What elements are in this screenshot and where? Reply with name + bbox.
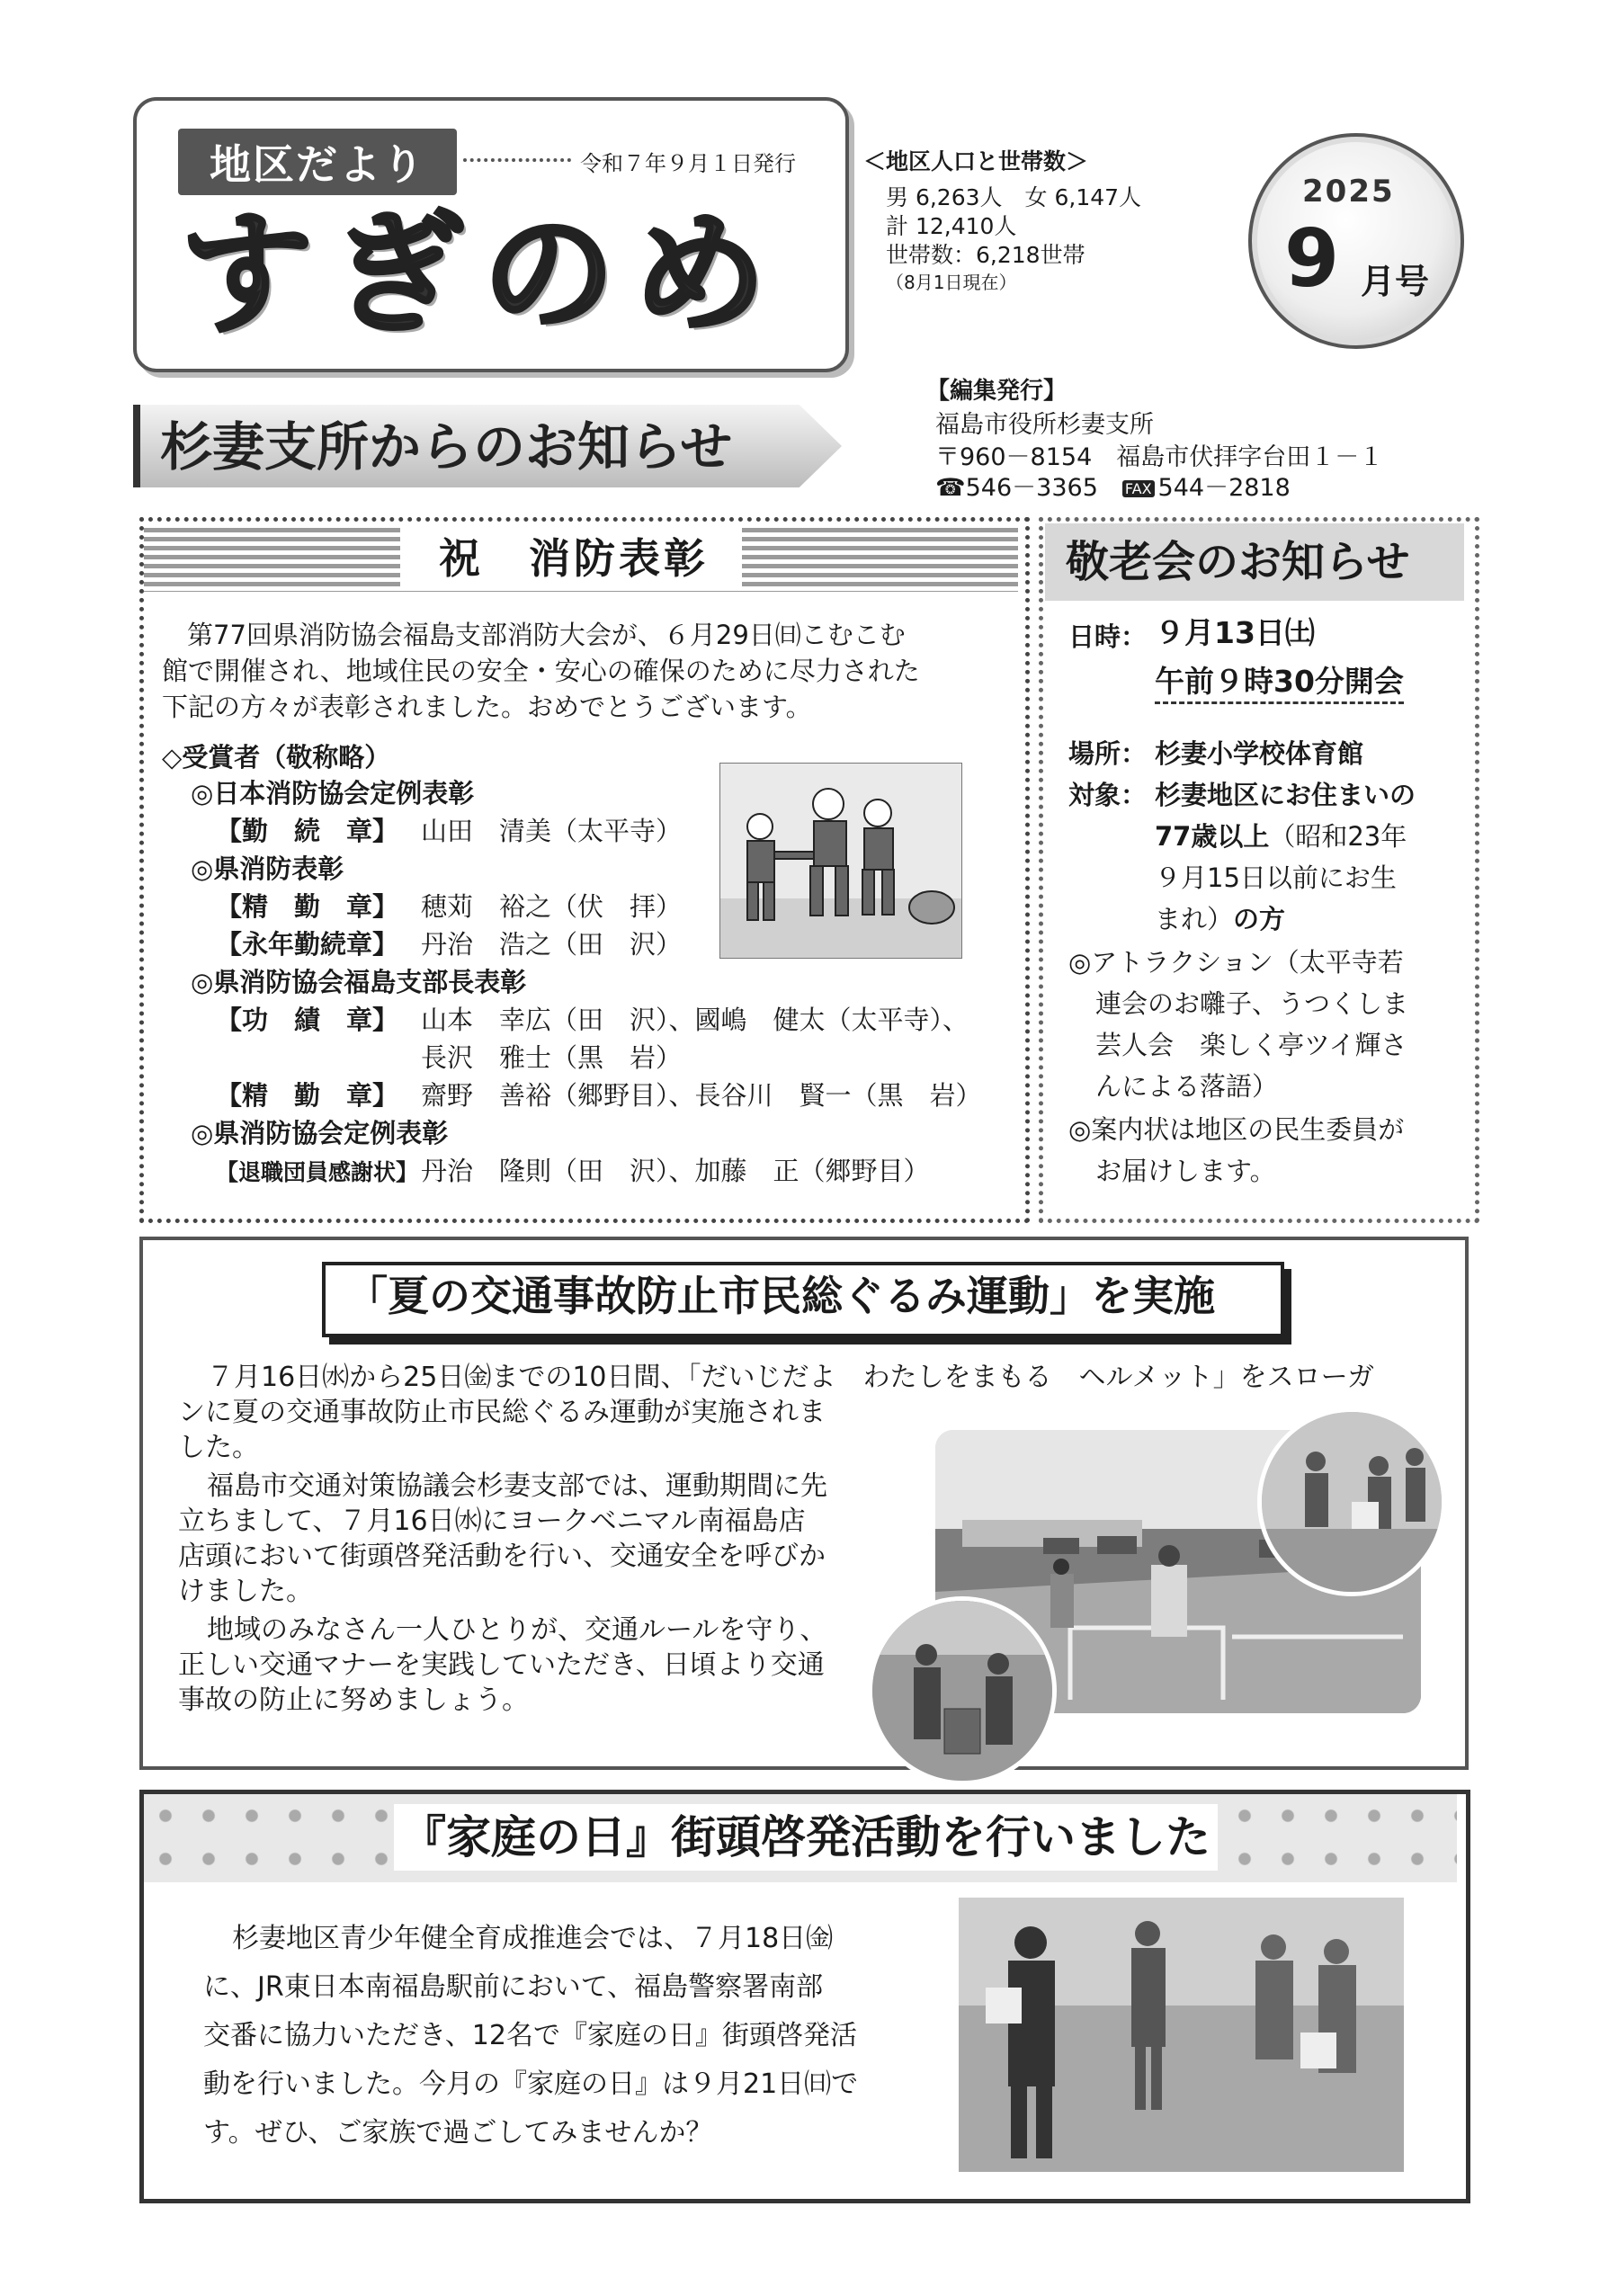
- fax-icon: FAX: [1122, 480, 1155, 497]
- award-type: 【精 勤 章】: [216, 891, 399, 922]
- award-category: ◎日本消防協会定例表彰: [191, 778, 475, 809]
- editor-heading: 【編集発行】: [926, 378, 1068, 405]
- award-type: 【永年勤続章】: [216, 929, 399, 960]
- keiro-info: お届けします。: [1095, 1156, 1276, 1186]
- award-names: 山田 清美（太平寺）: [421, 816, 683, 846]
- family-text-line: 杉妻地区青少年健全育成推進会では、７月18日㈮: [232, 1923, 834, 1954]
- station-campaign-photo: [959, 1898, 1404, 2172]
- traffic-text-line: 店頭において街頭啓発活動を行い、交通安全を呼びか: [178, 1541, 826, 1572]
- traffic-text-line: 事故の防止に努めましょう。: [178, 1684, 529, 1716]
- award-names: 山本 幸広（田 沢）、國嶋 健太（太平寺）、: [421, 1005, 969, 1035]
- fire-intro-line: 館で開催され、地域住民の安全・安心の確保のために尽力された: [162, 656, 920, 686]
- newsletter-title: すぎのめ: [180, 197, 784, 352]
- award-names: 齋野 善裕（郷野目）、長谷川 賢一（黒 岩）: [421, 1080, 982, 1111]
- editor-fax: 544－2818: [1157, 474, 1291, 502]
- keiro-target: 杉妻地区にお住まいの: [1155, 780, 1416, 810]
- editor-phone: ☎546－3365: [935, 474, 1122, 502]
- keiro-title: 敬老会のお知らせ: [1066, 537, 1410, 587]
- keiro-place-label: 場所：: [1068, 738, 1148, 769]
- editor-office: 福島市役所杉妻支所: [935, 411, 1154, 439]
- traffic-text-line: 地域のみなさん一人ひとりが、交通ルールを守り、: [207, 1614, 827, 1646]
- award-names: 長沢 雅士（黒 岩）: [421, 1042, 683, 1073]
- population-heading: ＜地区人口と世帯数＞: [863, 148, 1089, 174]
- traffic-text-line: した。: [178, 1432, 259, 1463]
- population-gender: 男 6,263人 女 6,147人: [886, 184, 1142, 210]
- keiro-attraction: んによる落語）: [1095, 1071, 1279, 1102]
- family-text-line: に、JR東日本南福島駅前において、福島警察署南部: [203, 1971, 824, 2003]
- issue-year: 2025: [1302, 174, 1395, 210]
- traffic-text-line: 立ちまして、７月16日㈬にヨークベニマル南福島店: [178, 1505, 806, 1537]
- keiro-target-detail: （昭和23年: [1269, 821, 1407, 852]
- keiro-target-detail: [1155, 899, 1285, 939]
- family-text-line: 動を行いました。今月の『家庭の日』は９月21日㈰で: [203, 2068, 859, 2100]
- traffic-text-line: 福島市交通対策協議会杉妻支部では、運動期間に先: [207, 1470, 827, 1502]
- fire-intro-line: 下記の方々が表彰されました。おめでとうございます。: [162, 692, 812, 722]
- fire-award-title: 祝 消防表彰: [439, 534, 709, 583]
- award-type: 【勤 続 章】: [216, 816, 399, 846]
- keiro-target-label: 対象：: [1068, 780, 1148, 810]
- keiro-time: 午前９時30分開会: [1155, 662, 1404, 704]
- award-category: ◎県消防表彰: [191, 853, 344, 884]
- keiro-target-end: の方: [1233, 904, 1286, 934]
- keiro-target: [1155, 817, 1407, 856]
- traffic-title: 「夏の交通事故防止市民総ぐるみ運動」を実施: [346, 1272, 1215, 1320]
- keiro-info: ◎案内状は地区の民生委員が: [1068, 1114, 1405, 1145]
- editor-address: 〒960－8154 福島市伏拝字台田１－１: [935, 443, 1384, 471]
- population-note: （8月1日現在）: [886, 272, 1017, 293]
- issue-date: 令和７年９月１日発行: [580, 151, 796, 176]
- editor-contact: [935, 468, 1291, 503]
- firefighters-illustration: [719, 763, 962, 959]
- keiro-date-label: 日時：: [1068, 621, 1148, 652]
- keiro-place: 杉妻小学校体育館: [1155, 738, 1364, 769]
- traffic-text-line: 正しい交通マナーを実践していただき、日頃より交通: [178, 1649, 825, 1681]
- award-category: ◎県消防協会福島支部長表彰: [191, 967, 527, 997]
- keiro-age: 77歳以上: [1155, 821, 1270, 852]
- fire-intro-line: 第77回県消防協会福島支部消防大会が、６月29日㈰こむこむ: [187, 620, 906, 650]
- population-total: 計 12,410人: [886, 213, 1017, 239]
- award-names: 穂苅 裕之（伏 拝）: [421, 891, 683, 922]
- issue-badge: [1248, 133, 1464, 349]
- banner-title: 杉妻支所からのお知らせ: [160, 416, 733, 478]
- award-names: 丹治 隆則（田 沢）、加藤 正（郷野目）: [421, 1156, 930, 1186]
- keiro-attraction: 芸人会 楽しく亭ツイ輝さ: [1095, 1030, 1407, 1060]
- keiro-target-detail: まれ）: [1155, 904, 1234, 934]
- keiro-date: ９月13日㈯: [1155, 615, 1315, 650]
- traffic-text-line: ７月16日㈬から25日㈮までの10日間、「だいじだよ わたしをまもる ヘルメット」をスローガ: [207, 1362, 1375, 1393]
- keiro-attraction: 連会のお囃子、うつくしま: [1095, 988, 1409, 1019]
- traffic-text-line: ンに夏の交通事故防止市民総ぐるみ運動が実施されま: [178, 1397, 826, 1428]
- masthead-label: 地区だより: [178, 129, 457, 195]
- leader-dots: [463, 158, 571, 162]
- family-text-line: す。ぜひ、ご家族で過ごしてみませんか？: [203, 2117, 713, 2149]
- family-day-title: 『家庭の日』街頭啓発活動を行いました: [394, 1804, 1218, 1871]
- award-type: 【精 勤 章】: [216, 1080, 399, 1111]
- issue-month-unit: 月号: [1361, 262, 1430, 301]
- family-text-line: 交番に協力いただき、12名で『家庭の日』街頭啓発活: [203, 2020, 857, 2051]
- traffic-store-photo: [868, 1596, 1057, 1785]
- traffic-volunteers-photo: [1257, 1407, 1446, 1596]
- award-type: 【功 績 章】: [216, 1005, 399, 1035]
- traffic-text-line: けました。: [178, 1576, 313, 1607]
- issue-month: 9: [1284, 212, 1340, 305]
- award-type: 【退職団員感謝状】: [216, 1159, 419, 1185]
- keiro-target-detail: ９月15日以前にお生: [1155, 862, 1397, 893]
- keiro-attraction: ◎アトラクション（太平寺若: [1068, 947, 1404, 978]
- award-names: 丹治 浩之（田 沢）: [421, 929, 683, 960]
- population-households: 世帯数：6,218世帯: [886, 242, 1085, 268]
- award-category: ◎県消防協会定例表彰: [191, 1118, 449, 1148]
- recipients-heading: ◇受賞者（敬称略）: [162, 742, 391, 773]
